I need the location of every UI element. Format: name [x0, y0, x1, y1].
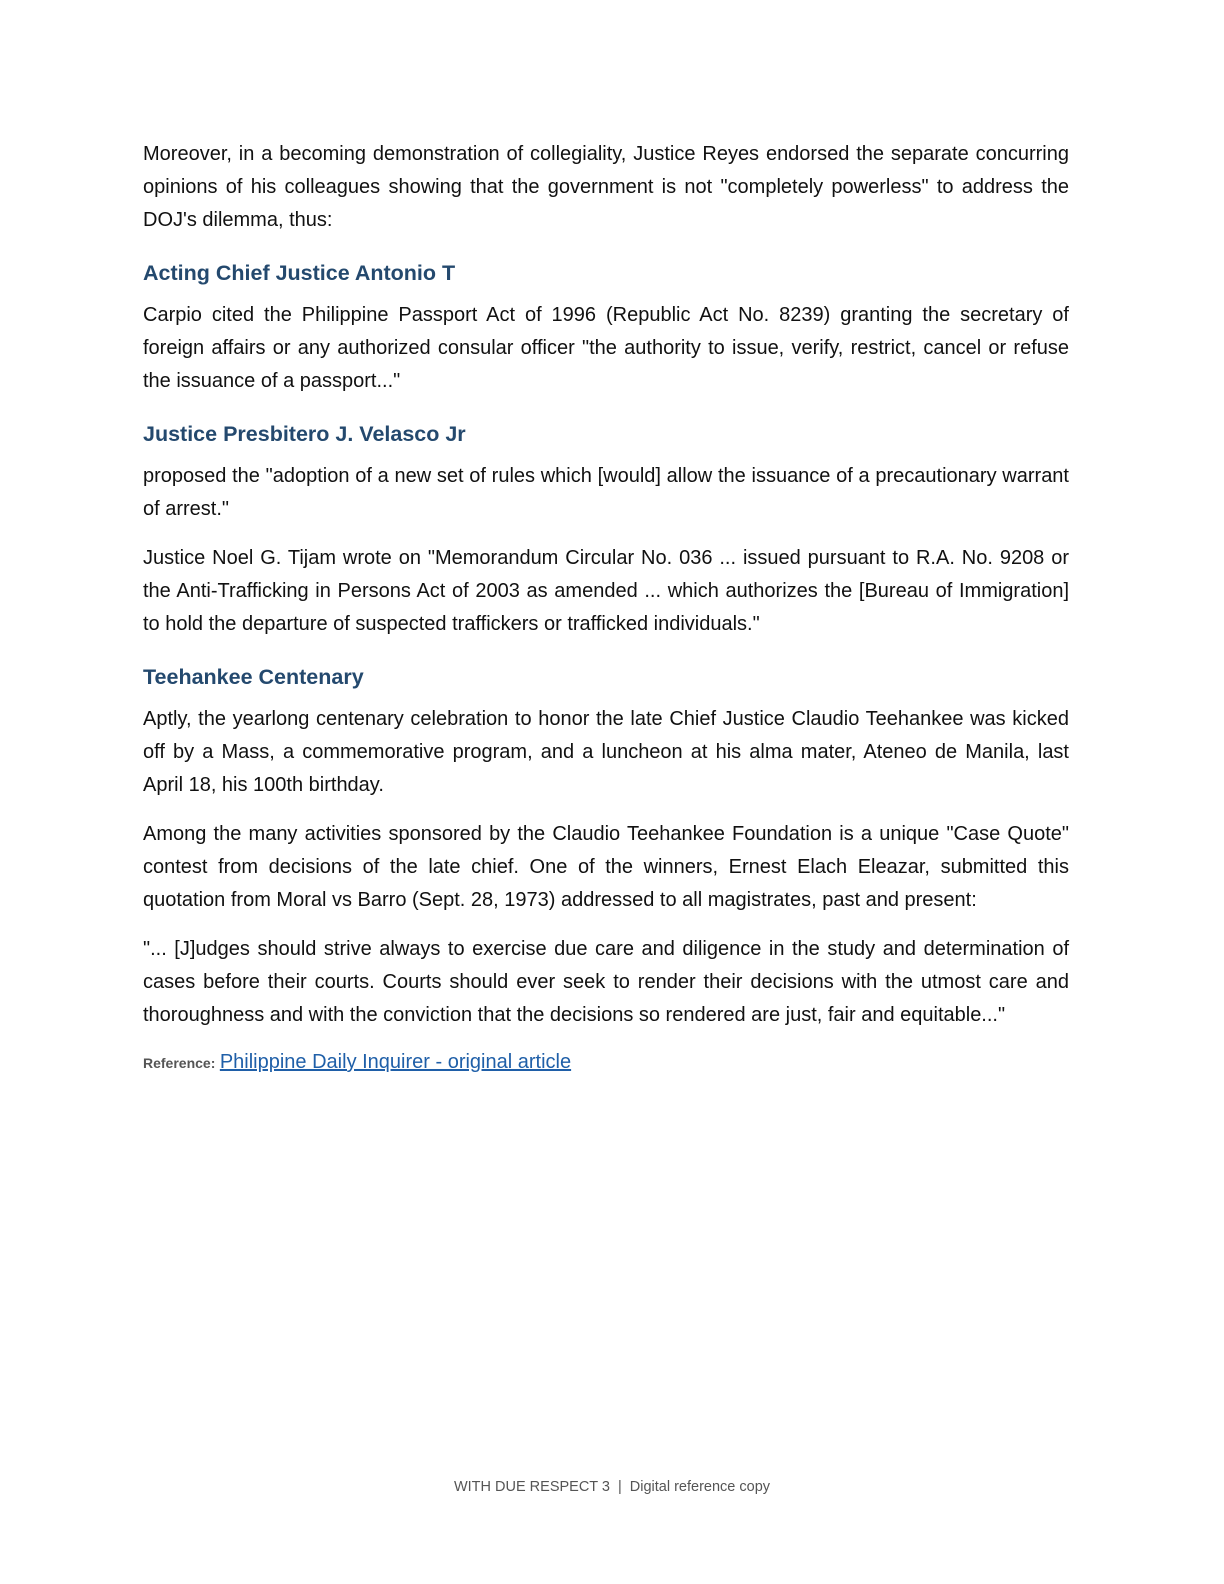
document-body	[143, 138, 1069, 1078]
page-footer	[0, 1479, 1224, 1495]
reference-link[interactable]: Philippine Daily Inquirer - original article	[219, 1051, 572, 1073]
heading-carpio: Acting Chief Justice Antonio T	[143, 261, 456, 285]
reference-line	[143, 1048, 1069, 1078]
intro-paragraph: Moreover, in a becoming demonstration of collegiality, Justice Reyes endorsed the separate concurring opinions of his colleagues showing that the government is not "completely powerless" to address the DOJ's dilemma, thus:	[143, 143, 1069, 231]
contest-paragraph: Among the many activities sponsored by the Claudio Teehankee Foundation is a unique "Case Quote" contest from decisions of the late chief. One of the winners, Ernest Elach Eleazar, submitted this quotation from Moral vs Barro (Sept. 28, 1973) addressed to all magistrates, past and present:	[143, 823, 1069, 911]
heading-teehankee-centenary: Teehankee Centenary	[143, 665, 364, 689]
carpio-paragraph: Carpio cited the Philippine Passport Act of 1996 (Republic Act No. 8239) granting the secretary of foreign affairs or any authorized consular officer "the authority to issue, verify, restrict, cancel or refuse the issuance of a passport..."	[143, 304, 1069, 392]
footer-title: WITH DUE RESPECT 3	[453, 1479, 610, 1495]
footer-separator: |	[618, 1479, 622, 1495]
tijam-paragraph: Justice Noel G. Tijam wrote on "Memorandum Circular No. 036 ... issued pursuant to R.A. No. 9208 or the Anti-Trafficking in Persons Act of 2003 as amended ... which authorizes the [Bureau of Immigration] to hold the departure of suspected traffickers or trafficked individuals."	[143, 547, 1069, 635]
reference-label: Reference:	[143, 1055, 216, 1071]
centenary-paragraph: Aptly, the yearlong centenary celebration to honor the late Chief Justice Claudio Teehankee was kicked off by a Mass, a commemorative program, and a luncheon at his alma mater, Ateneo de Manila, last April 18, his 100th birthday.	[143, 708, 1069, 796]
quote-paragraph: "... [J]udges should strive always to exercise due care and diligence in the study and determination of cases before their courts. Courts should ever seek to render their decisions with the utmost care and thoroughness and with the conviction that the decisions so rendered are just, fair and equitable..."	[143, 938, 1069, 1026]
velasco-paragraph: proposed the "adoption of a new set of rules which [would] allow the issuance of a precautionary warrant of arrest."	[143, 465, 1069, 520]
heading-velasco: Justice Presbitero J. Velasco Jr	[143, 422, 466, 446]
footer-subtitle: Digital reference copy	[629, 1479, 771, 1495]
